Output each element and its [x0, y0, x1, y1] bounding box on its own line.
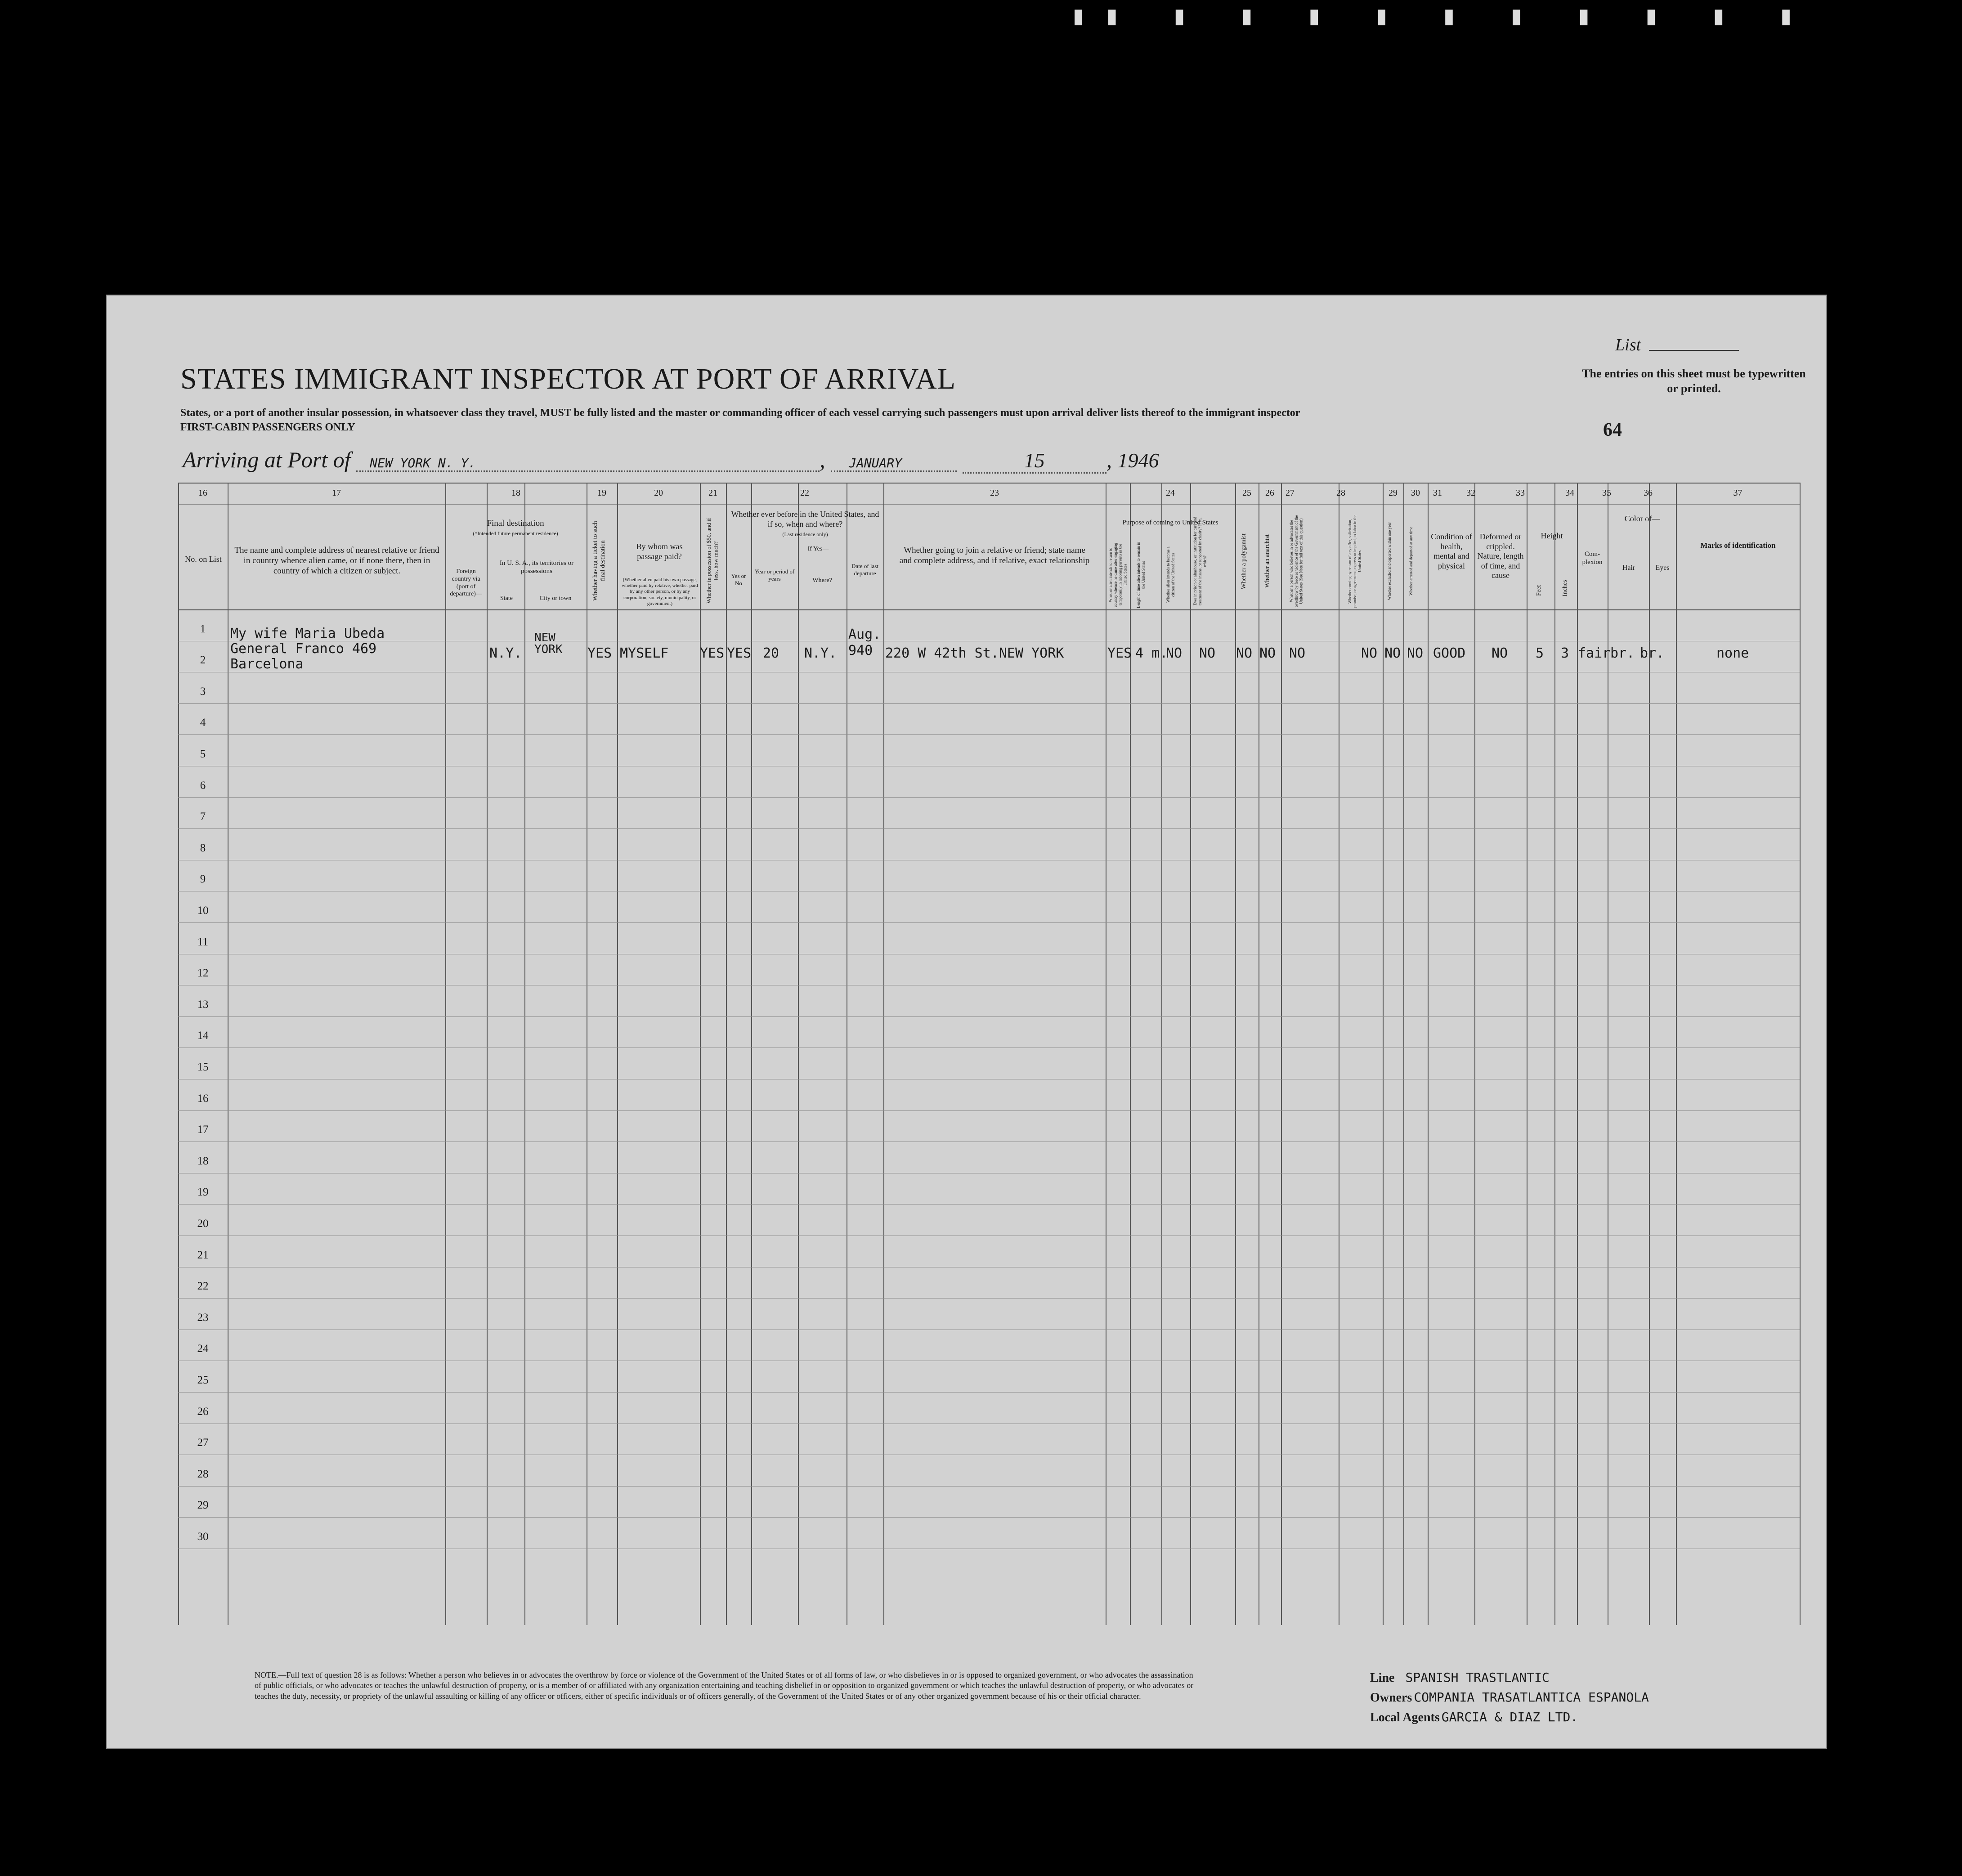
hdr-polygamist: Whether a polygamist	[1241, 533, 1247, 589]
hdr-purpose-a: Whether alien intends to return to country whence he came after engaging temporarily in laboring pursuits in the United States	[1108, 542, 1128, 607]
row-line	[178, 734, 1800, 735]
page-title: STATES IMMIGRANT INSPECTOR AT PORT OF ARRIVAL	[180, 363, 956, 395]
hdr-joining: Whether going to join a relative or friend; state name and complete address, and if relative, exact relationship	[899, 546, 1090, 565]
row-line	[178, 922, 1800, 923]
owners-value: COMPANIA TRASATLANTICA ESPANOLA	[1414, 1690, 1649, 1705]
hdr-height: Height	[1541, 531, 1563, 540]
row-number: 6	[200, 779, 206, 792]
col-number: 33	[1516, 488, 1525, 498]
hdr-if-yes: If Yes—	[807, 546, 829, 552]
instructions-text: States, or a port of another insular possession, in whatsoever class they travel, MUST be fully listed and the master or commanding officer of each vessel carrying such passengers must upon arrival deliver lists thereof to the immigrant inspector	[180, 407, 1300, 419]
row-number: 11	[197, 936, 209, 948]
row-number: 22	[197, 1280, 209, 1293]
hdr-anarchist: Whether an anarchist	[1264, 534, 1271, 588]
line-label: Line	[1370, 1671, 1395, 1685]
hdr-color-of: Color of—	[1624, 514, 1660, 523]
row-number: 1	[200, 622, 206, 635]
row-line	[178, 797, 1800, 798]
hdr-feet: Feet	[1536, 585, 1542, 596]
hdr-complexion: Com-plexion	[1582, 551, 1603, 566]
prison-value: NO	[1199, 645, 1216, 661]
col-number: 37	[1733, 488, 1743, 498]
where-value: N.Y.	[804, 645, 837, 661]
departure-line-1: Aug.	[848, 627, 881, 642]
manifest-table	[178, 483, 1800, 1625]
hdr-passage-sub: (Whether alien paid his own passage, whether paid by relative, whether paid by any other person, or by any corporation, society, municipality, or government)	[622, 577, 698, 606]
col-number: 31	[1433, 488, 1442, 498]
hdr-purpose: Purpose of coming to United States	[1122, 519, 1218, 526]
hdr-q28: Whether a person who believes in or advocates the overthrow by force or violence of the Government of the United States (See Note for full text of this question)	[1289, 515, 1304, 608]
row-number: 10	[197, 904, 209, 917]
list-number: 64	[1603, 420, 1622, 440]
complexion-value: fair	[1578, 645, 1611, 661]
hdr-city: City or town	[539, 595, 572, 602]
joining-value: 220 W 42th St.NEW YORK	[885, 645, 1064, 661]
col-number: 34	[1565, 488, 1574, 498]
agents-value: GARCIA & DIAZ LTD.	[1441, 1710, 1578, 1724]
col-number: 17	[332, 488, 341, 498]
col-number: 16	[198, 488, 207, 498]
col-number: 22	[800, 488, 809, 498]
hdr-state: State	[500, 595, 513, 602]
years-value: 20	[763, 645, 779, 661]
hdr-ever-before: Whether ever before in the United States, and if so, when and where?	[731, 510, 879, 528]
row-number: 9	[200, 873, 206, 886]
hdr-q30: Whether excluded and deported within one year	[1387, 522, 1392, 600]
state-value: N.Y.	[489, 645, 522, 661]
row-number: 4	[200, 716, 206, 729]
row-number: 27	[197, 1437, 209, 1449]
hdr-purpose-c: Whether alien intends to become a citizen of the United States	[1166, 546, 1175, 603]
hair-value: br.	[1610, 645, 1635, 661]
row-number: 16	[197, 1092, 209, 1105]
line-field	[1370, 1670, 1550, 1685]
col-number: 29	[1389, 488, 1398, 498]
polygamist-value: NO	[1236, 645, 1253, 661]
passenger-class: FIRST-CABIN PASSENGERS ONLY	[180, 421, 355, 433]
col-number: 35	[1602, 488, 1611, 498]
col-number: 32	[1466, 488, 1475, 498]
hdr-ever-before-sub: (Last residence only)	[782, 531, 828, 537]
hdr-foreign-country: Foreign country via (port of departure)—	[450, 568, 482, 598]
ticket-value: YES	[587, 645, 612, 661]
inches-value: 3	[1561, 645, 1569, 661]
hdr-eyes: Eyes	[1655, 564, 1670, 572]
hdr-no-on-list: No. on List	[185, 555, 222, 564]
col-number: 24	[1166, 488, 1175, 498]
row-number: 18	[197, 1155, 209, 1167]
anarchist-value: NO	[1259, 645, 1276, 661]
col-number: 26	[1265, 488, 1274, 498]
hdr-marks: Marks of identification	[1700, 541, 1776, 550]
film-edge-marks: ▮▮ ▮ ▮ ▮ ▮ ▮ ▮ ▮ ▮ ▮ ▮	[1071, 0, 1812, 31]
marks-value: none	[1716, 645, 1749, 661]
deformed-value: NO	[1492, 645, 1508, 661]
relative-line-2: General Franco 469	[230, 641, 377, 657]
line-value: SPANISH TRASTLANTIC	[1405, 1670, 1550, 1685]
row-number: 12	[197, 967, 209, 980]
manifest-sheet	[106, 295, 1827, 1749]
col-number: 28	[1336, 488, 1345, 498]
hdr-hair: Hair	[1622, 564, 1635, 572]
col-number: 30	[1411, 488, 1420, 498]
hdr-purpose-b: Length of time alien intends to remain in the United States	[1136, 542, 1146, 608]
row-line	[178, 1110, 1800, 1111]
list-line	[1649, 350, 1739, 351]
col-number: 36	[1644, 488, 1653, 498]
owners-label: Owners	[1370, 1691, 1412, 1705]
row-number: 21	[197, 1249, 209, 1261]
list-label: List	[1615, 336, 1641, 354]
col-number: 20	[654, 488, 663, 498]
row-number: 5	[200, 748, 206, 760]
hdr-passage-paid: By whom was passage paid?	[636, 542, 683, 561]
row-line	[178, 828, 1800, 829]
hdr-prison: Ever in prison or almshouse, or institution for care and treatment of the insane, or supported by charity? If so, which?	[1193, 517, 1207, 606]
row-number: 2	[200, 654, 206, 667]
purpose-citizen: NO	[1166, 645, 1183, 661]
port-value: NEW YORK N. Y.	[356, 456, 820, 472]
relative-line-1: My wife Maria Ubeda	[230, 626, 385, 641]
row-number: 28	[197, 1468, 209, 1480]
eyes-value: br.	[1640, 645, 1665, 661]
row-number: 3	[200, 685, 206, 698]
purpose-length: 4 m.	[1135, 645, 1168, 661]
health-value: GOOD	[1433, 645, 1466, 661]
passage-value: MYSELF	[620, 645, 669, 661]
arriving-label: Arriving at Port of	[183, 447, 351, 472]
row-line	[178, 1016, 1800, 1017]
row-line	[178, 703, 1800, 704]
agents-label: Local Agents	[1370, 1710, 1440, 1724]
hdr-deformed: Deformed or crippled. Nature, length of time, and cause	[1477, 532, 1524, 580]
agents-field	[1370, 1710, 1578, 1725]
departure-line-2: 940	[848, 643, 873, 658]
hdr-money: Whether in possession of $50, and if less, how much?	[705, 518, 719, 604]
col-number: 23	[990, 488, 999, 498]
row-number: 20	[197, 1218, 209, 1230]
hdr-ticket: Whether having a ticket to such final destination	[592, 521, 606, 601]
col-number: 19	[597, 488, 606, 498]
hdr-inches: Inches	[1562, 580, 1568, 597]
hdr-q29: Whether coming by reason of any offer, solicitation, promise, or agreement, express or implied, to labor in the United States	[1348, 515, 1362, 608]
relative-line-3: Barcelona	[230, 656, 304, 672]
row-number: 13	[197, 998, 209, 1011]
col-number: 21	[708, 488, 717, 498]
hdr-where: Where?	[812, 577, 832, 584]
row-number: 30	[197, 1531, 209, 1543]
city-line-2: YORK	[534, 643, 563, 656]
owners-field	[1370, 1690, 1649, 1705]
arrival-line: Arriving at Port of NEW YORK N. Y. , JANUARY 15 , 1946	[183, 447, 1159, 474]
hdr-final-destination-sub: (*Intended future permanent residence)	[473, 530, 558, 537]
q29-value: NO	[1361, 645, 1378, 661]
row-number: 29	[197, 1499, 209, 1512]
footnote-q28: NOTE.—Full text of question 28 is as follows: Whether a person who believes in or advocates the overthrow by force or violence of the Government of the United States or of all forms of law, or who disbelieves in or is opposed to organized government, or who advocates the assassination of public officials, or who advocates or teaches the unlawful destruction of property, or is a member of or affiliated with any organization entertaining and teaching disbelief in or opposition to organized government or which teaches the unlawful destruction of property, or who advocates or teaches the duty, necessity, or propriety of the unlawful assaulting or killing of any officer or officers, either of specific individuals or of officers generally, of the Government of the United States or of any other organized government because of his or their official character.	[255, 1670, 1194, 1701]
feet-value: 5	[1536, 645, 1544, 661]
hdr-yes-no: Yes or No	[731, 573, 746, 587]
money-value: YES	[700, 645, 725, 661]
q30-value: NO	[1384, 645, 1401, 661]
row-number: 14	[197, 1030, 209, 1042]
row-number: 17	[197, 1124, 209, 1136]
year-value: 1946	[1117, 449, 1159, 472]
hdr-years: Year or period of years	[754, 568, 795, 582]
hdr-q31: Whether arrested and deported at any time	[1409, 527, 1413, 596]
row-line	[178, 1517, 1800, 1518]
purpose-return: YES	[1107, 645, 1132, 661]
row-number: 23	[197, 1311, 209, 1324]
row-number: 19	[197, 1186, 209, 1199]
city-line-1: NEW	[534, 631, 555, 645]
row-number: 7	[200, 810, 206, 823]
month-value: JANUARY	[831, 456, 957, 472]
ever-before-value: YES	[727, 645, 752, 661]
row-number: 25	[197, 1374, 209, 1386]
q31-value: NO	[1407, 645, 1424, 661]
hdr-name-address: The name and complete address of nearest relative or friend in country whence alien came, or if none there, then in country of which a citizen or subject.	[234, 546, 439, 576]
col-number: 18	[511, 488, 520, 498]
row-number: 15	[197, 1061, 209, 1073]
hdr-condition: Condition of health, mental and physical	[1431, 532, 1472, 570]
row-number: 24	[197, 1343, 209, 1355]
row-number: 26	[197, 1405, 209, 1418]
entries-note: The entries on this sheet must be typewritten or printed.	[1582, 367, 1806, 395]
col-number: 27	[1286, 488, 1295, 498]
hdr-final-destination: Final destination	[487, 519, 544, 528]
col-number: 25	[1242, 488, 1251, 498]
hdr-date-departure: Date of last departure	[851, 563, 878, 577]
hdr-in-usa: In U. S. A., its territories or possessions	[499, 560, 574, 575]
row-number: 8	[200, 842, 206, 854]
day-value: 15	[963, 448, 1106, 474]
q28-value: NO	[1289, 645, 1306, 661]
